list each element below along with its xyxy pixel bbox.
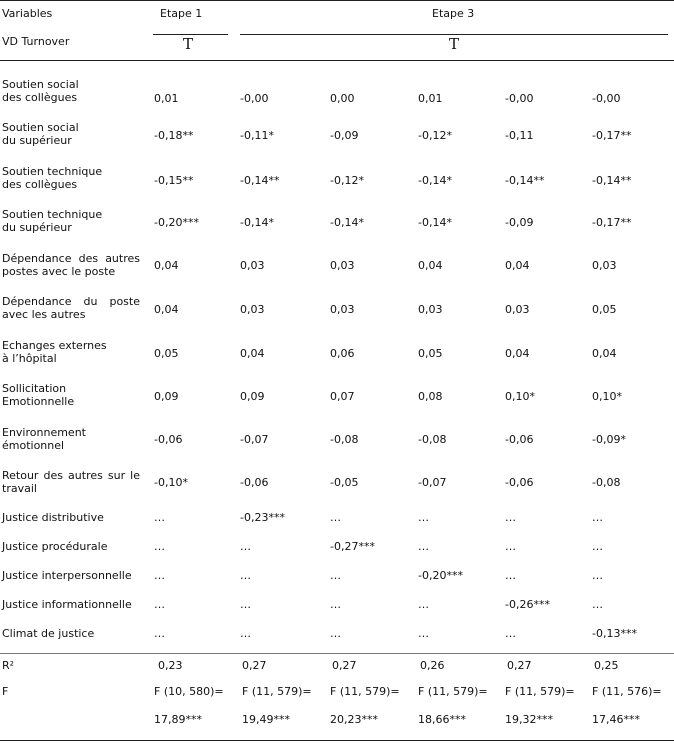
row-variable-label-line: travail xyxy=(2,482,37,495)
etape3-header: Etape 3 xyxy=(432,7,475,20)
row-variable-label xyxy=(2,469,140,495)
coefficient-cell: … xyxy=(240,569,251,582)
row-variable-label xyxy=(2,426,140,452)
coefficient-cell: … xyxy=(418,511,429,524)
coefficient-cell: 0,10* xyxy=(592,390,622,403)
table-top-rule xyxy=(0,0,674,1)
coefficient-cell: -0,00 xyxy=(505,92,534,105)
f-test-1: F (10, 580)= xyxy=(154,685,224,698)
coefficient-cell: … xyxy=(505,569,516,582)
row-variable-label xyxy=(2,569,140,582)
coefficient-cell: … xyxy=(592,511,603,524)
coefficient-cell: … xyxy=(505,627,516,640)
row-variable-label xyxy=(2,511,140,524)
vd-turnover-label: VD Turnover xyxy=(2,35,70,48)
coefficient-cell: 0,05 xyxy=(154,347,179,360)
coefficient-cell: … xyxy=(505,540,516,553)
coefficient-cell: -0,08 xyxy=(592,476,621,489)
f-test-4: F (11, 579)= xyxy=(418,685,488,698)
coefficient-cell: … xyxy=(154,627,165,640)
coefficient-cell: -0,17** xyxy=(592,216,632,229)
coefficient-cell: -0,14* xyxy=(418,174,452,187)
coefficient-cell: -0,14** xyxy=(592,174,632,187)
row-variable-label xyxy=(2,382,140,408)
coefficient-cell: -0,20*** xyxy=(154,216,199,229)
row-variable-label-line: postes avec le poste xyxy=(2,265,116,278)
coefficient-cell: -0,17** xyxy=(592,129,632,142)
coefficient-cell: … xyxy=(154,569,165,582)
coefficient-cell: 0,03 xyxy=(592,259,617,272)
coefficient-cell: -0,12* xyxy=(418,129,452,142)
coefficient-cell: 0,08 xyxy=(418,390,443,403)
coefficient-cell: -0,05 xyxy=(330,476,359,489)
coefficient-cell: -0,08 xyxy=(330,433,359,446)
coefficient-cell: -0,14* xyxy=(240,216,274,229)
f-test-3: F (11, 579)= xyxy=(330,685,400,698)
coefficient-cell: 0,03 xyxy=(330,303,355,316)
coefficient-cell: -0,10* xyxy=(154,476,188,489)
r2-value-3: 0,27 xyxy=(332,659,357,672)
coefficient-cell: -0,14* xyxy=(330,216,364,229)
row-variable-label xyxy=(2,598,140,611)
coefficient-cell: … xyxy=(154,598,165,611)
coefficient-cell: … xyxy=(592,598,603,611)
coefficient-cell: … xyxy=(154,540,165,553)
f-value-3: 20,23*** xyxy=(330,713,378,726)
f-test-6: F (11, 576)= xyxy=(592,685,662,698)
coefficient-cell: 0,03 xyxy=(240,303,265,316)
row-variable-label-line: Sollicitation xyxy=(2,382,67,395)
coefficient-cell: … xyxy=(592,569,603,582)
coefficient-cell: … xyxy=(154,511,165,524)
coefficient-cell: 0,01 xyxy=(418,92,443,105)
row-variable-label xyxy=(2,208,140,234)
etape1-header: Etape 1 xyxy=(160,7,203,20)
coefficient-cell: -0,08 xyxy=(418,433,447,446)
coefficient-cell: 0,04 xyxy=(240,347,265,360)
etape3-symbol: T xyxy=(449,35,460,53)
coefficient-cell: 0,04 xyxy=(154,259,179,272)
coefficient-cell: -0,12* xyxy=(330,174,364,187)
coefficient-cell: 0,05 xyxy=(418,347,443,360)
f-row xyxy=(0,683,674,733)
row-variable-label xyxy=(2,165,140,191)
row-variable-label xyxy=(2,295,140,321)
row-variable-label xyxy=(2,252,140,278)
f-label: F xyxy=(2,685,9,698)
r2-row xyxy=(0,657,674,675)
coefficient-cell: 0,04 xyxy=(418,259,443,272)
coefficient-cell: -0,06 xyxy=(240,476,269,489)
variables-header: Variables xyxy=(2,7,53,20)
etape1-symbol: T xyxy=(183,35,194,53)
row-variable-label-line: Soutien social xyxy=(2,78,79,91)
coefficient-cell: -0,14** xyxy=(240,174,280,187)
f-value-4: 18,66*** xyxy=(418,713,466,726)
row-variable-label-line: Echanges externes xyxy=(2,339,107,352)
coefficient-cell: -0,07 xyxy=(240,433,269,446)
f-value-6: 17,46*** xyxy=(592,713,640,726)
row-variable-label-line: Soutien social xyxy=(2,121,79,134)
row-variable-label xyxy=(2,540,140,553)
coefficient-cell: 0,04 xyxy=(154,303,179,316)
coefficient-cell: -0,09* xyxy=(592,433,626,446)
coefficient-cell: -0,18** xyxy=(154,129,194,142)
coefficient-cell: -0,00 xyxy=(240,92,269,105)
coefficient-cell: … xyxy=(418,598,429,611)
coefficient-cell: 0,09 xyxy=(154,390,179,403)
row-variable-label-line: Justice interpersonnelle xyxy=(2,569,132,582)
coefficient-cell: … xyxy=(330,627,341,640)
table-bottom-rule xyxy=(0,740,674,741)
row-variable-label-line: Dépendance du poste xyxy=(2,295,140,308)
coefficient-cell: … xyxy=(240,540,251,553)
r2-value-4: 0,26 xyxy=(420,659,445,672)
f-value-2: 19,49*** xyxy=(242,713,290,726)
coefficient-cell: 0,09 xyxy=(240,390,265,403)
row-variable-label-line: Justice procédurale xyxy=(2,540,108,553)
coefficient-cell: … xyxy=(240,598,251,611)
coefficient-cell: 0,03 xyxy=(240,259,265,272)
row-variable-label-line: Justice informationnelle xyxy=(2,598,132,611)
r2-value-5: 0,27 xyxy=(507,659,532,672)
row-variable-label-line: Dépendance des autres xyxy=(2,252,140,265)
header-bottom-rule xyxy=(0,60,674,61)
coefficient-cell: 0,10* xyxy=(505,390,535,403)
coefficient-cell: -0,09 xyxy=(505,216,534,229)
row-variable-label-line: Justice distributive xyxy=(2,511,104,524)
f-test-2: F (11, 579)= xyxy=(242,685,312,698)
coefficient-cell: 0,04 xyxy=(505,259,530,272)
coefficient-cell: -0,26*** xyxy=(505,598,550,611)
coefficient-cell: 0,01 xyxy=(154,92,179,105)
coefficient-cell: -0,09 xyxy=(330,129,359,142)
coefficient-cell: … xyxy=(330,598,341,611)
row-variable-label xyxy=(2,627,140,640)
row-variable-label xyxy=(2,121,140,147)
r2-value-6: 0,25 xyxy=(594,659,619,672)
f-value-5: 19,32*** xyxy=(505,713,553,726)
r2-value-1: 0,23 xyxy=(158,659,183,672)
row-variable-label-line: avec les autres xyxy=(2,308,86,321)
row-variable-label-line: du supérieur xyxy=(2,221,72,234)
coefficient-cell: … xyxy=(505,511,516,524)
coefficient-cell: -0,14** xyxy=(505,174,545,187)
coefficient-cell: -0,13*** xyxy=(592,627,637,640)
coefficient-cell: 0,07 xyxy=(330,390,355,403)
row-variable-label-line: Soutien technique xyxy=(2,208,103,221)
coefficient-cell: -0,23*** xyxy=(240,511,285,524)
coefficient-cell: 0,03 xyxy=(330,259,355,272)
row-variable-label xyxy=(2,339,140,365)
coefficient-cell: … xyxy=(418,627,429,640)
row-variable-label-line: Environnement xyxy=(2,426,86,439)
coefficient-cell: 0,00 xyxy=(330,92,355,105)
row-variable-label-line: des collègues xyxy=(2,91,78,104)
coefficient-cell: -0,27*** xyxy=(330,540,375,553)
coefficient-cell: 0,04 xyxy=(505,347,530,360)
row-variable-label-line: Climat de justice xyxy=(2,627,95,640)
coefficient-cell: -0,15** xyxy=(154,174,194,187)
row-variable-label-line: des collègues xyxy=(2,178,78,191)
coefficient-cell: -0,20*** xyxy=(418,569,463,582)
coefficient-cell: 0,03 xyxy=(505,303,530,316)
r2-value-2: 0,27 xyxy=(242,659,267,672)
coefficient-cell: … xyxy=(330,569,341,582)
coefficient-cell: -0,14* xyxy=(418,216,452,229)
coefficient-cell: -0,11* xyxy=(240,129,274,142)
row-variable-label-line: du supérieur xyxy=(2,134,72,147)
coefficient-cell: -0,11 xyxy=(505,129,534,142)
coefficient-cell: 0,05 xyxy=(592,303,617,316)
row-variable-label-line: à l’hôpital xyxy=(2,352,57,365)
coefficient-cell: -0,06 xyxy=(154,433,183,446)
r2-label: R² xyxy=(2,659,15,672)
f-value-1: 17,89*** xyxy=(154,713,202,726)
coefficient-cell: -0,06 xyxy=(505,476,534,489)
row-variable-label-line: Emotionnelle xyxy=(2,395,75,408)
coefficient-cell: 0,06 xyxy=(330,347,355,360)
row-variable-label xyxy=(2,78,140,104)
row-variable-label-line: émotionnel xyxy=(2,439,65,452)
coefficient-cell: … xyxy=(592,540,603,553)
row-variable-label-line: Soutien technique xyxy=(2,165,103,178)
coefficient-cell: -0,07 xyxy=(418,476,447,489)
coefficient-cell: -0,00 xyxy=(592,92,621,105)
coefficient-cell: 0,04 xyxy=(592,347,617,360)
coefficient-cell: -0,06 xyxy=(505,433,534,446)
coefficient-cell: 0,03 xyxy=(418,303,443,316)
coefficient-cell: … xyxy=(330,511,341,524)
f-test-5: F (11, 579)= xyxy=(505,685,575,698)
coefficient-cell: … xyxy=(418,540,429,553)
summary-rule xyxy=(0,653,674,654)
coefficient-cell: … xyxy=(240,627,251,640)
row-variable-label-line: Retour des autres sur le xyxy=(2,469,140,482)
